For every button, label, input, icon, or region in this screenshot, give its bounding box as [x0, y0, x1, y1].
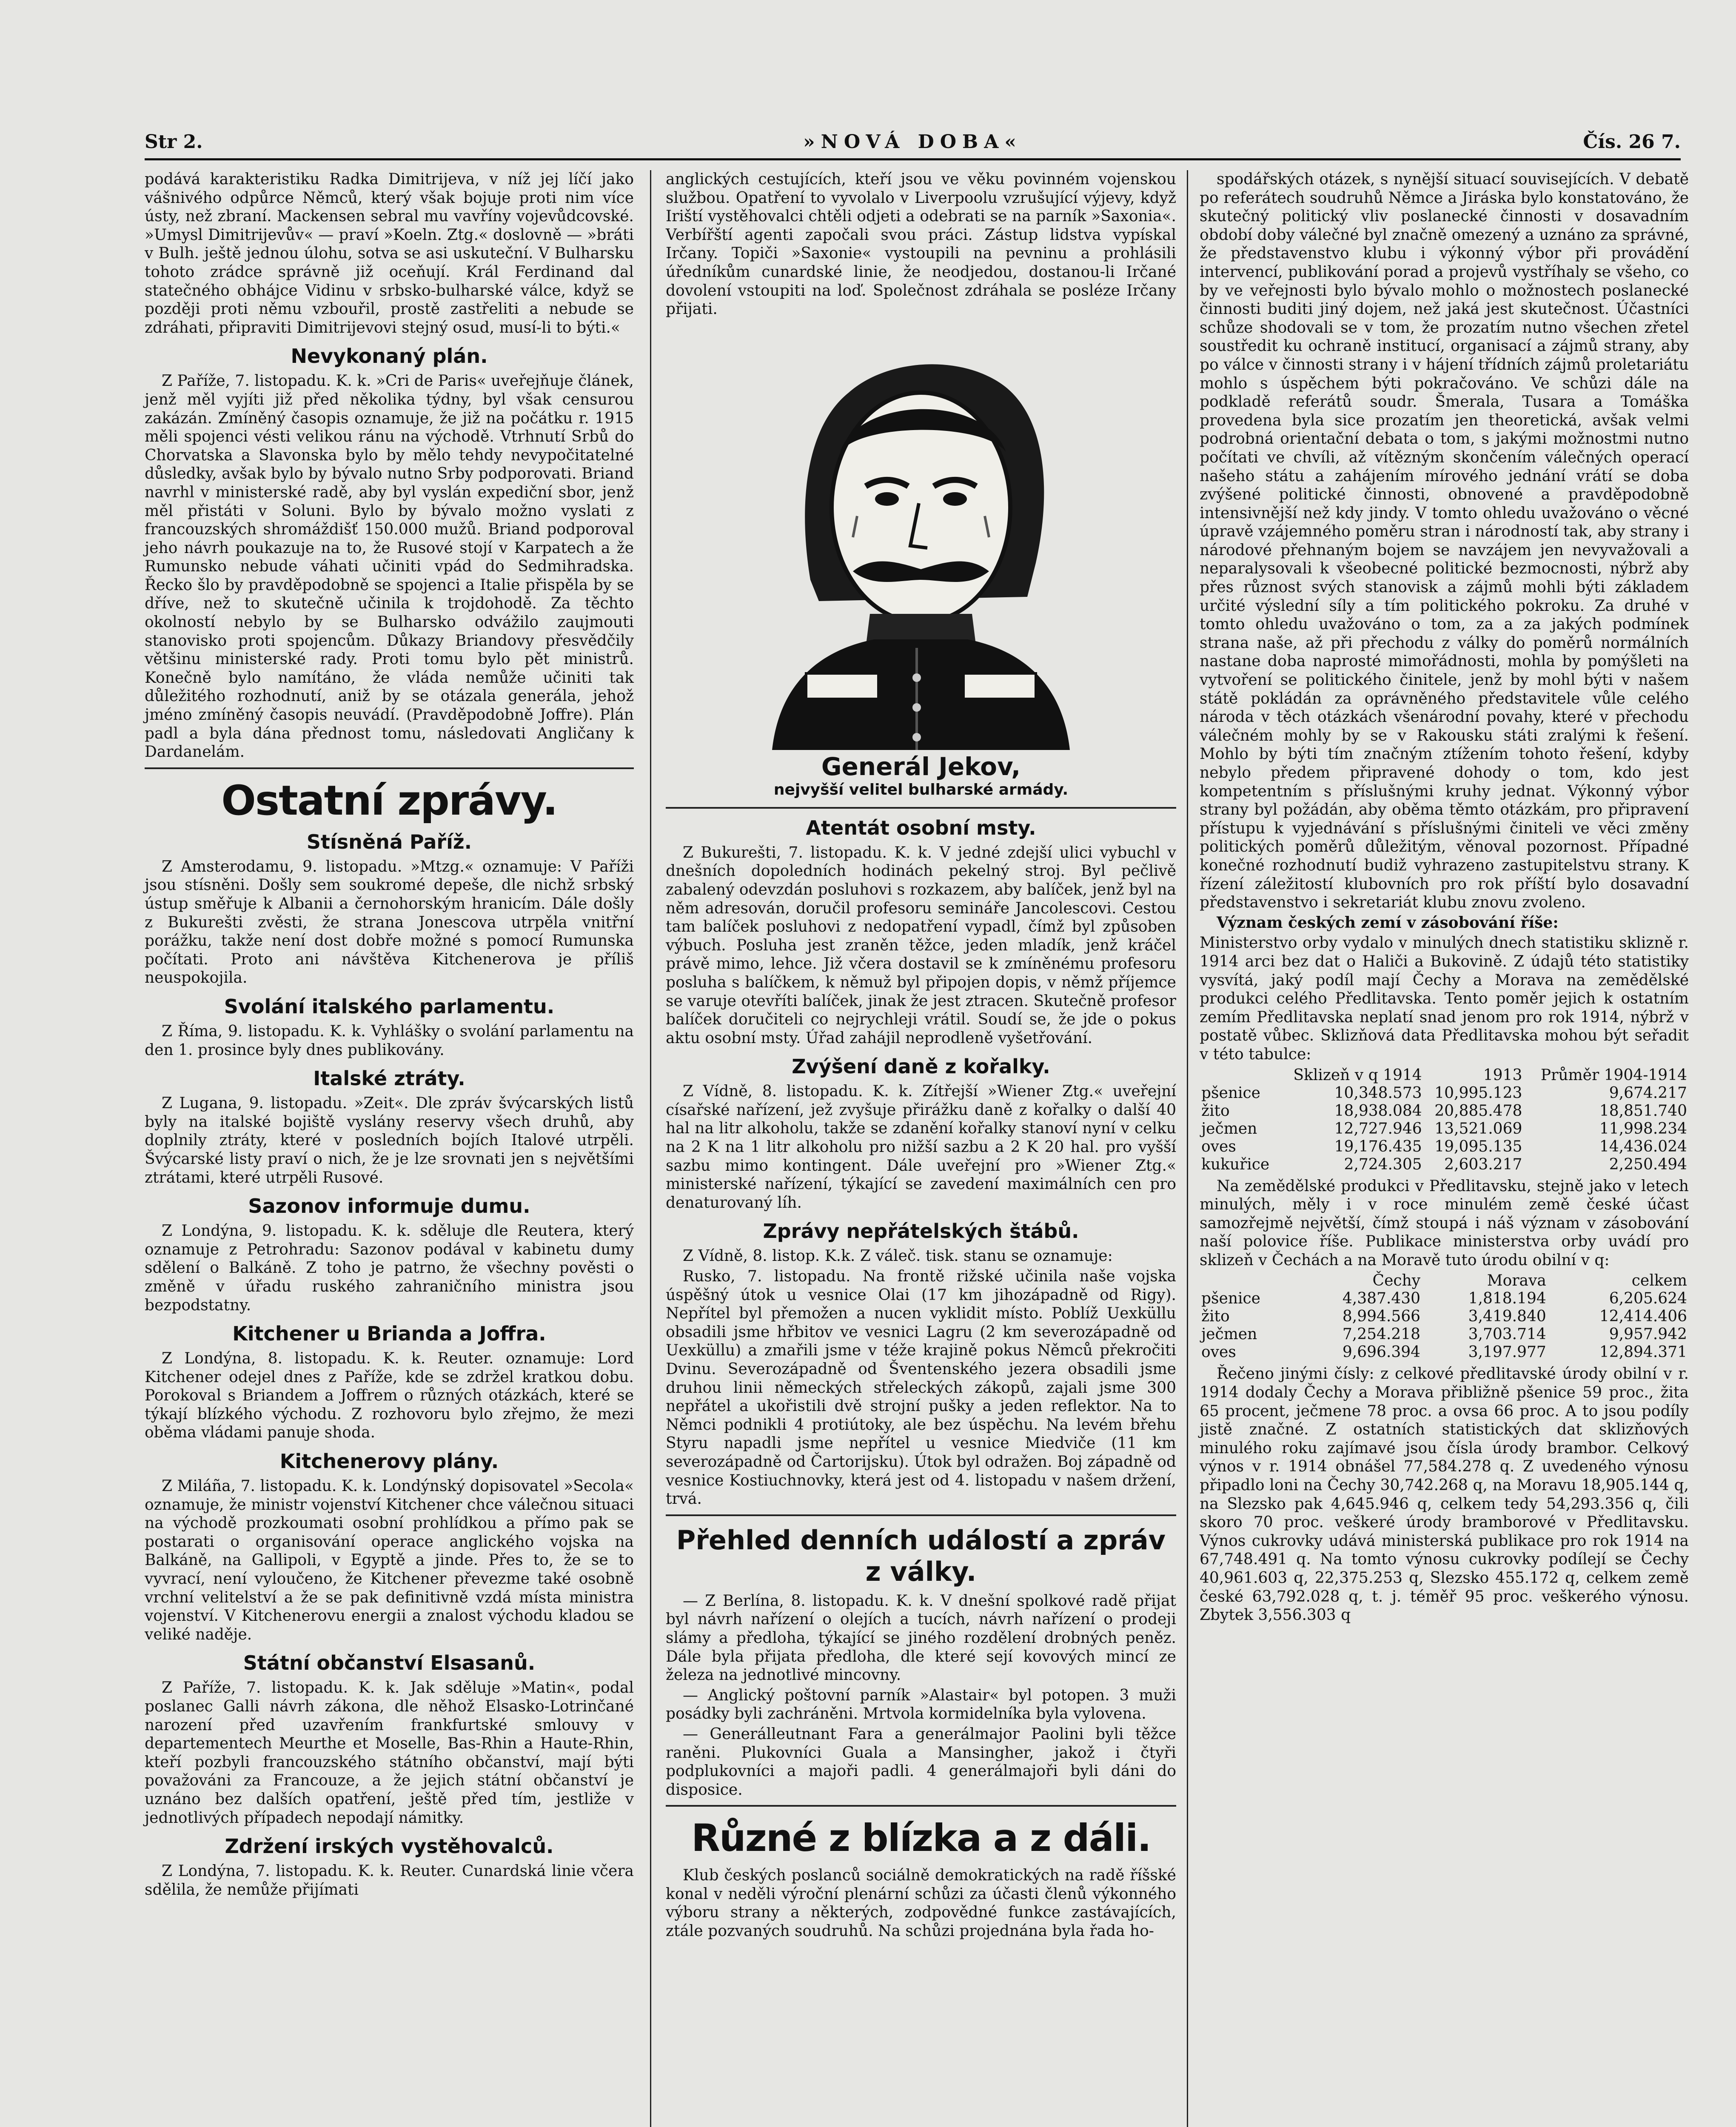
section-lead-vyznam-zemi: Význam českých zemí v zásobování říše: [1217, 913, 1559, 932]
table-header-cell: Morava [1487, 1272, 1546, 1290]
section-body-kitchener-briand [145, 1349, 634, 1442]
page-number: Str 2. [145, 131, 203, 153]
table-header-cell: 1913 [1483, 1066, 1522, 1084]
column-1 [145, 170, 634, 1901]
paragraph: anglických cestujících, kteří jsou ve věku povinném vojenskou službou. Opatření to vyvolalo v Liverpoolu vzrušující výjevy, když Iriští vystěhovalci chtěli odjeti a odebrati se na parník »Saxonia«. Verbířští agenti započali svou práci. Zástup lidstva vypískal Irčany. Topiči »Saxonie« vystoupili na pevninu a prohlásili úředníkům cunardské linie, že neodjedou, dostanou-li Irčané dovolení vstoupiti na loď. Společnost zdráhala se posléze Irčany přijati. [666, 171, 1176, 318]
paragraph: Z Londýna, 9. listopadu. K. k. sděluje dle Reutera, který oznamuje z Petrohradu: Sazonov podával v kabinetu dumy sdělení o Balkáně. Z toho je patrno, že všechny pověsti o změně v úřadu ruského zahraničního ministra jsou bezpodstatny. [145, 1222, 634, 1314]
table-row [1200, 1102, 1689, 1120]
table-cell: 4,387.430 [1342, 1290, 1421, 1308]
paragraph: — Anglický poštovní parník »Alastair« byl potopen. 3 muži posádky byli zachráněni. Mrtvola kormidelníka byla vylovena. [666, 1686, 1176, 1723]
table-cell: 7,254.218 [1342, 1326, 1421, 1343]
table-cell: žito [1201, 1102, 1230, 1120]
table-cell: 11,998.234 [1599, 1120, 1687, 1138]
paragraph: Z Vídně, 8. listopadu. K. k. Zítřejší »Wiener Ztg.« uveřejní císařské nařízení, jež zvyšuje přirážku daně z kořalky o další 40 hal na litr alkoholu, takže se zdanění kořalky stanoví nyní v celku na 2 K na 1 litr alkoholu pro nižší sazbu a 2 K 20 hal. pro vyšší sazbu mimo kontingent. Dále uveřejní pro »Wiener Ztg.« ministerské nařízení, týkající se zavedení maximálních cen pro denaturovaný líh. [666, 1083, 1176, 1212]
section-title-svolani-parlamentu: Svolání italského parlamentu. [224, 995, 555, 1018]
divider [666, 1514, 1176, 1516]
table-cell: 18,938.084 [1334, 1102, 1422, 1120]
paragraph: — Z Berlína, 8. listopadu. K. k. V dnešní spolkové radě přijat byl návrh nařízení o olejích a tucích, návrh nařízení o prodeji slámy a předloha, týkající se jiného rozdělení drobných peněz. Dále byla přijata předloha, dle které sejí kovových mincí ze železa na jednotlivé mincovny. [666, 1592, 1176, 1684]
table-cell: 6,205.624 [1609, 1290, 1687, 1308]
harvest-table-cechy-morava [1200, 1272, 1689, 1361]
section-title-zpravy-stabu: Zprávy nepřátelských štábů. [763, 1220, 1079, 1243]
table-cell: 10,995.123 [1434, 1084, 1522, 1102]
table-cell: 19,176.435 [1334, 1138, 1422, 1155]
section-body-sazonov [145, 1222, 634, 1314]
section-title-obcanstvi-elsasanu: Státní občanství Elsasanů. [243, 1651, 536, 1675]
table-cell: 8,994.566 [1342, 1308, 1421, 1326]
section-title-prehled-udalosti: Přehled denních událostí a zpráv z války. [676, 1524, 1166, 1587]
table-cell: pšenice [1201, 1290, 1260, 1308]
table-row [1200, 1290, 1689, 1308]
table-row [1200, 1120, 1689, 1138]
section-title-zvyseni-dane: Zvýšení daně z kořalky. [792, 1055, 1050, 1078]
table-row [1200, 1138, 1689, 1156]
table-cell: 2,724.305 [1344, 1155, 1422, 1173]
col3-intro [1200, 170, 1689, 912]
table-cell: ječmen [1201, 1326, 1257, 1343]
table-header-cell: Průměr 1904-1914 [1540, 1066, 1687, 1084]
table-header-cell [1200, 1066, 1278, 1084]
divider [145, 767, 634, 769]
table-cell: 19,095.135 [1434, 1138, 1522, 1155]
column-divider-2 [1187, 170, 1188, 2127]
paragraph: podává karakteristiku Radka Dimitrijeva, v níž jej líčí jako vášnivého odpůrce Němců, který však bojuje proti nim více ústy, než zbraní. Mackensen sebral mu vavříny vojevůdcovské. »Umysl Dimitrijevův« — praví »Koeln. Ztg.« doslovně — »bráti v Bulh. ještě jednou úlohu, sotva se asi uskuteční. V Bulharsku tohoto zrádce správně již oceňují. Král Ferdinand dal statečného obhájce Vidinu v srbsko-bulharské válce, když se později proti němu vzbouřil, prostě zastřeliti a nebude se zdráhati, připraviti Dimitrijevovi stejný osud, musí-li to býti.« [145, 171, 634, 336]
paragraph: Z Paříže, 7. listopadu. K. k. »Cri de Paris« uveřejňuje článek, jenž měl vyjíti již před několika týdny, byl však censurou zakázán. Zmíněný časopis oznamuje, že již na počátku r. 1915 měli spojenci vésti velikou ránu na východě. Vtrhnutí Srbů do Chorvatska a Slavonska bylo by mělo tehdy nevypočitatelné důsledky, avšak bylo by bývalo nutno Srby podporovati. Briand navrhl v ministerské radě, aby byl vyslán expediční sbor, jenž měl přistáti v Soluni. Bylo by bývalo možno vyslati z francouzských shromáždišť 150.000 mužů. Briand podporoval jeho návrh poukazuje na to, že Rusové stojí v Karpatech a že Rumunsko nebude váhati učiniti vpád do Sedmihradska. Řecko šlo by pravděpodobně se spojenci a Italie přispěla by se dříve, než to skutečně učinila k trojdohodě. Za těchto okolností nebylo by se Bulharsko odvážilo zaujmouti stanovisko proti spojencům. Důkazy Briandovy přesvědčily většinu ministerské rady. Proti tomu bylo pět ministrů. Konečně bylo namítáno, že vláda nemůže učiniti tak důležitého rozhodnutí, aniž by se otázala generála, jehož jméno zmíněný časopis neuvádí. (Pravděpodobně Joffre). Plán padl a byla dána přednost tomu, následovati Angličany k Dardanelám. [145, 372, 634, 761]
section-title-kitchenerovy-plany: Kitchenerovy plány. [279, 1450, 499, 1473]
table-cell: 14,436.024 [1599, 1138, 1687, 1155]
table-cell: 3,419.840 [1468, 1308, 1546, 1326]
table-cell: 1,818.194 [1468, 1290, 1546, 1308]
col2-intro [666, 170, 1176, 319]
table-cell: 18,851.740 [1599, 1102, 1687, 1120]
table-cell: 10,348.573 [1334, 1084, 1422, 1102]
paragraph: Z Bukurešti, 7. listopadu. K. k. V jedné zdejší ulici vybuchl v dnešních dopoledních hodinách pekelný stroj. Byl pečlivě zabalený odevzdán posluhovi s rozkazem, aby balíček, jenž byl na něm adresován, doručil profesoru semináře Jancolescovi. Cestou tam balíček posluhovi z nedopatření vypadl, čímž byl způsoben výbuch. Posluha jest zraněn těžce, jeden mladík, jenž kráčel právě mimo, lehce. Již včera dostavil se k zmíněnému profesoru posluha s balíčkem, k němuž byl připojen dopis, v němž příjemce se varuje otevříti balíček, jinak že jest ztracen. Skutečně profesor balíček doručiteli co nejrychleji vrátil. Soudí se, že jde o pokus aktu osobní msty. Úřad zahájil neprodleně vyšetřování. [666, 844, 1176, 1047]
divider [666, 1805, 1176, 1807]
section-body-svolani-parlamentu [145, 1022, 634, 1059]
harvest-table-1914 [1200, 1066, 1689, 1174]
table-cell: 2,603.217 [1444, 1155, 1522, 1173]
paragraph: Řečeno jinými čísly: z celkové předlitavské úrody obilní v r. 1914 dodaly Čechy a Morava přibližně pšenice 59 proc., žita 65 procent, ječmene 78 proc. a ovsa 66 proc. A to jsou podíly jistě značné. Z ostatních statistických dat sklizňových minulého roku zajímavé jsou čísla úrody brambor. Celkový výnos v r. 1914 obnášel 77,584.278 q. Z uvedeného výnosu připadlo loni na Čechy 30,742.268 q, na Moravu 18,905.144 q, na Slezsko pak 4,645.946 q, celkem tedy 54,293.356 q, čili skoro 70 proc. veškeré úrody bramborové v Předlitavsku. Výnos cukrovky udává ministerská publikace pro rok 1914 na 67,748.491 q. Na tomto výnosu cukrovky podílejí se Čechy 40,961.603 q, 22,375.253 q, Slezsko 455.172 q, celkem země české 63,792.028 q, t. j. téměř 95 proc. veškerého výnosu. Zbytek 3,556.303 q [1200, 1365, 1689, 1624]
paragraph: Z Amsterodamu, 9. listopadu. »Mtzg.« oznamuje: V Paříži jsou stísněni. Došly sem soukromé depeše, dle nichž srbský ústup směřuje k Albanii a černohorským hranicím. Dále došly z Bukurešti zvěsti, že strana Jonescova utrpěla vnitřní porážku, takže není dost dobře možné s pomocí Rumunska počítati. Proto ani návštěva Kitchenerova je příliš neuspokojila. [145, 858, 634, 987]
paragraph: — Generálleutnant Fara a generálmajor Paolini byli těžce raněni. Plukovníci Guala a Mansingher, jakož i čtyři podplukovníci a majoři padli. 4 generálmajoři byli dáni do disposice. [666, 1725, 1176, 1799]
table-cell: 12,727.946 [1334, 1120, 1422, 1138]
section-title-italske-ztraty: Italské ztráty. [313, 1067, 465, 1090]
section-body-irsti-vystehovalci [145, 1862, 634, 1899]
section-body-italske-ztraty [145, 1094, 634, 1187]
divider [666, 807, 1176, 809]
table-header-row [1200, 1272, 1689, 1290]
table-cell: ječmen [1201, 1120, 1257, 1138]
section-body-zpravy-stabu [666, 1247, 1176, 1508]
column-2 [666, 170, 1176, 1942]
portrait-general-jekov [747, 325, 1095, 750]
table-row [1200, 1343, 1689, 1361]
section-body-klub-poslancu [666, 1866, 1176, 1940]
section-title-irsti-vystehovalci: Zdržení irských vystěhovalců. [225, 1835, 554, 1858]
header-rule [145, 158, 1681, 160]
table-header-cell: celkem [1631, 1272, 1687, 1290]
table-header-cell: Čechy [1372, 1272, 1421, 1290]
newspaper-page [26, 128, 1710, 2127]
table-row [1200, 1156, 1689, 1174]
table-cell: 13,521.069 [1434, 1120, 1522, 1138]
column-3 [1200, 170, 1689, 1626]
paragraph: Z Londýna, 7. listopadu. K. k. Reuter. Cunardská linie včera sdělila, že nemůže přijímati [145, 1862, 634, 1899]
section-body-zemedelska-produkce [1200, 1177, 1689, 1270]
paragraph: Z Vídně, 8. listop. K.k. Z váleč. tisk. stanu se oznamuje: [683, 1247, 1113, 1265]
paragraph: Z Říma, 9. listopadu. K. k. Vyhlášky o svolání parlamentu na den 1. prosince byly dnes publikovány. [145, 1022, 634, 1059]
table-cell: oves [1201, 1343, 1236, 1361]
headline-ostatni-zpravy: Ostatní zprávy. [221, 776, 557, 824]
table-cell: 20,885.478 [1434, 1102, 1522, 1120]
section-body-atentat [666, 844, 1176, 1048]
table-cell: 9,674.217 [1609, 1084, 1687, 1102]
headline-ruzne-z-blizka: Různé z blízka a z dáli. [691, 1816, 1151, 1860]
paragraph: Klub českých poslanců sociálně demokratických na radě říšské konal v neděli výroční plenární schůzi za účasti členů výkonného výboru strany a některých, zodpovědné funkce zastávajících, ztále pozvaných soudruhů. Na schůzi projednána byla řada ho- [666, 1867, 1176, 1940]
section-title-nevykonany-plan: Nevykonaný plán. [291, 345, 488, 368]
table-header-row [1200, 1066, 1689, 1084]
section-body-zvyseni-dane [666, 1082, 1176, 1212]
table-cell: 12,414.406 [1599, 1308, 1687, 1326]
section-body-prehled-udalosti [666, 1592, 1176, 1799]
table-cell: 9,957.942 [1609, 1326, 1687, 1343]
table-cell: 3,703.714 [1468, 1326, 1546, 1343]
portrait-caption: Generál Jekov, [821, 752, 1021, 781]
table-cell: 3,197.977 [1468, 1343, 1546, 1361]
section-body-nevykonany-plan [145, 372, 634, 761]
section-body-obcanstvi-elsasanu [145, 1679, 634, 1827]
section-body-vyznam-zemi [1200, 934, 1689, 1064]
table-cell: pšenice [1201, 1084, 1260, 1102]
section-body-kitchenerovy-plany [145, 1477, 634, 1644]
table-header-cell [1200, 1272, 1296, 1290]
section-title-atentat: Atentát osobní msty. [806, 816, 1036, 839]
table-cell: 12,894.371 [1599, 1343, 1687, 1361]
paragraph: Rusko, 7. listopadu. Na frontě rižské učinila naše vojska úspěšný útok u vesnice Olai (17 km jihozápadně od Rigy). Nepřítel byl přemožen a nucen vyklidit místo. Poblíž Uexküllu obsadili jsme hřbitov ve vesnici Lagru (2 km severozápadně od Uexküllu) a zmařili jsme v téže krajině pokus Němců překročiti Dvinu. Severozápadně od Šventenského jezera obsadili jsme druhou linii německých střeleckých zákopů, zajali jsme 300 nepřátel a ukořistili dvě strojní pušky a jeden reflektor. Na to Němci podnikli 4 protiútoky, ale bez úspěchu. Na levém břehu Styru napadli jsme nepřítel u vesnice Miedviče (11 km severozápadně od Čartorijsku). Útok byl odražen. Boj západně od vesnice Kostiuchnovky, která jest od 4. listopadu v našem držení, trvá. [666, 1268, 1176, 1508]
table-header-cell: Sklizeň v q 1914 [1293, 1066, 1422, 1084]
paragraph: spodářských otázek, s nynější situací souvisejících. V debatě po referátech soudruhů Němce a Jiráska bylo konstatováno, že skutečný politický vliv poslanecké činnosti v dosavadním období doby válečné byl značně omezený a uznáno za správné, že představenstvo klubu i výkonný výbor při provádění intervencí, publikování porad a projevů vystříhaly se všeho, co by ve veřejnosti bylo bývalo mohlo o možnostech poslanecké činnosti buditi jiný dojem, než jaká jest skutečnost. Účastníci schůze shodovali se v tom, že prozatím nutno všechen zřetel soustředit ku ochraně institucí, organisací a zájmů strany, aby po válce v činnosti strany i v hájení třídních zájmů proletariátu mohlo s úspěchem býti pokračováno. Ve schůzi dále na podkladě referátů soudr. Šmerala, Tusara a Tomáška provedena byla sice prozatím jen theoretická, avšak velmi podrobná orientační debata o tom, s jakými možnostmi nutno počítati ve chvíli, až vítězným skončením válečných operací našeho státu a zahájením mírového jednání vrátí se doba zvýšené politické činnosti, obnovené a pravděpodobně intensivnější než kdy jindy. V tomto ohledu uvažováno o věcné úpravě vzájemného poměru stran i národností tak, aby strany i národové přehnaným bojem se navzájem jen nevyvažovali a neparalysovali k všeobecné politické bezmocnosti, nýbrž aby přes různost svých stanovisk a zájmů mohli býti základem určité výslední síly a tím politického pokroku. Za druhé v tomto ohledu uvažováno o tom, za a za jakých podmínek strana naše, až při přechodu z války do poměrů normálních nastane doba naprosté mimořádnosti, mohla by pomýšleti na vytvoření se politického činitele, jenž by mohl býti v našem státě pokládán za oprávněného představitele vůle celého národa v těch otázkách všenárodní povahy, které v přechodu válečném mohly by se v Rakousku státi zralými k řešení. Mohlo by býti tím značným ztížením tohoto řešení, kdyby nebylo předem připravené dohody o tom, kdo jest kompetentním s příslušnými kruhy jednat. Výkonný výbor strany byl požádán, aby oběma těmto otázkám, pro připravení přístupu k vyjednávání s příslušnými činiteli ve věci změny politických poměrů důležitým, věnoval pozornost. Případné konečné rozhodnutí budiž vyhrazeno zastupitelstvu strany. K řízení záležitostí klubovních pro rok příští bylo dosavadní představenstvo i sekretariát klubu znovu zvoleno. [1200, 171, 1689, 912]
table-row [1200, 1326, 1689, 1343]
paragraph: Z Lugana, 9. listopadu. »Zeit«. Dle zpráv švýcarských listů byly na italské bojiště vyslány reservy všech druhů, aby doplnily ztráty, které v posledních bojích Italové utrpěli. Švýcarské listy praví o nich, že je lze srovnati jen s největšími ztrátami, které utrpěli Rusové. [145, 1095, 634, 1186]
page-header [145, 128, 1681, 157]
paragraph: Z Paříže, 7. listopadu. K. k. Jak sděluje »Matin«, podal poslanec Galli návrh zákona, dle něhož Elsasko-Lotrinčané narození před uzavřením frankfurtské smlouvy v departementech Meurthe et Moselle, Bas-Rhin a Haute-Rhin, kteří pozbyli francouzského státního občanství, mají býti považováni za Francouze, a že jejich státní občanství je uznáno bez dalších opatření, ještě před tím, jestliže v jednotlivých případech nepodají námitky. [145, 1679, 634, 1827]
section-body-jinymi-cisly [1200, 1365, 1689, 1624]
issue-number: Čís. 26 7. [1583, 131, 1681, 153]
paragraph: Z Miláña, 7. listopadu. K. k. Londýnský dopisovatel »Secola« oznamuje, že ministr vojenství Kitchener chce válečnou situaci na východě prozkoumati osobní prohlídkou a přímo pak se postarati o organisování operace anglického vojska na Balkáně, na Gallipoli, v Egyptě a jinde. Přes to, že se to vyvrací, není vyloučeno, že Kitchener převezme také osobně vrchní velitelství a že se pak definitivně vzdá místa ministra vojenství. V Kitchenerovu energii a znalost východu kladou se veliké naděje. [145, 1477, 634, 1643]
newspaper-title: »NOVÁ DOBA« [803, 131, 1022, 153]
table-cell: žito [1201, 1308, 1230, 1326]
paragraph: Z Londýna, 8. listopadu. K. k. Reuter. oznamuje: Lord Kitchener odejel dnes z Paříže, kde se zdržel kratkou dobu. Porokoval s Briandem a Joffrem o různých otázkách, které se týkají blízkého východu. Z rozhovoru bylo zřejmo, že mezi oběma vládami panuje shoda. [145, 1350, 634, 1442]
table-row [1200, 1084, 1689, 1102]
section-body-stisnena-pariz [145, 858, 634, 987]
table-cell: kukuřice [1201, 1155, 1270, 1173]
portrait-subcaption: nejvyšší velitel bulharské armády. [773, 781, 1069, 798]
table-cell: 9,696.394 [1342, 1343, 1421, 1361]
col1-intro [145, 170, 634, 337]
table-row [1200, 1308, 1689, 1326]
table-cell: oves [1201, 1138, 1236, 1155]
section-title-kitchener-briand: Kitchener u Brianda a Joffra. [232, 1322, 546, 1346]
column-divider-1 [650, 170, 651, 2127]
paragraph: Ministerstvo orby vydalo v minulých dnech statistiku sklizně r. 1914 arci bez dat o Haliči a Bukovině. Z údajů této statistiky vysvítá, jaký podíl mají Čechy a Morava na zemědělské produkci celého Předlitavska. Tento poměr jejich k ostatním zemím Předlitavska neplatí snad jenom pro rok 1914, nýbrž v postatě vůbec. Sklizňová data Předlitavska mohou být seřadit v této tabulce: [1200, 934, 1689, 1063]
section-title-stisnena-pariz: Stísněná Paříž. [306, 830, 472, 853]
paragraph: Na zemědělské produkci v Předlitavsku, stejně jako v letech minulých, měly i v roce minulém země české účast samozřejmě největší, čímž stoupá i náš význam v zásobování naší polovice říše. Publikace ministerstva orby uvádí pro sklizeň v Čechách a na Moravě tuto úrodu obilní v q: [1200, 1177, 1689, 1269]
section-title-sazonov: Sazonov informuje dumu. [248, 1195, 530, 1218]
table-cell: 2,250.494 [1609, 1155, 1687, 1173]
